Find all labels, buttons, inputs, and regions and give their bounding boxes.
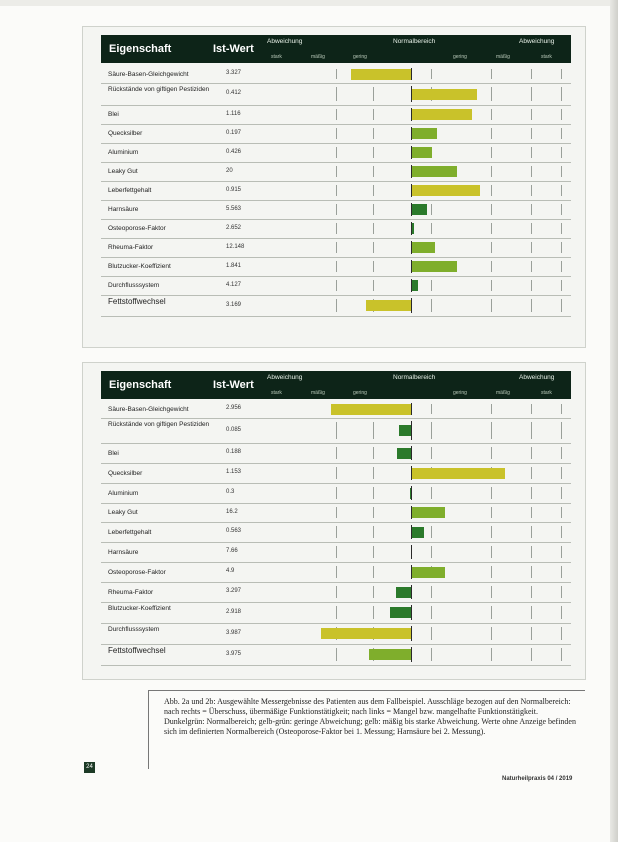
grid-line xyxy=(431,223,432,234)
grid-line xyxy=(491,185,492,196)
grid-line xyxy=(531,204,532,215)
table-row xyxy=(101,181,571,201)
table-row xyxy=(101,644,571,666)
table-row xyxy=(101,562,571,583)
grid-line xyxy=(561,467,562,479)
property-name: Osteoporose-Faktor xyxy=(108,568,166,576)
header-deviation-left: Abweichung xyxy=(267,38,303,45)
grid-line xyxy=(561,109,562,120)
property-name: Aluminium xyxy=(108,489,139,497)
grid-line xyxy=(531,242,532,253)
grid-line xyxy=(561,204,562,215)
grid-line xyxy=(431,404,432,414)
grid-line xyxy=(431,280,432,291)
table-row xyxy=(101,124,571,144)
grid-line xyxy=(491,87,492,101)
header-deviation-right: Abweichung xyxy=(519,374,555,381)
grid-line xyxy=(531,507,532,518)
deviation-bar xyxy=(351,69,411,80)
deviation-bar xyxy=(390,607,411,618)
grid-line xyxy=(531,566,532,578)
grid-line xyxy=(373,606,374,619)
grid-line xyxy=(561,128,562,139)
grid-line xyxy=(491,166,492,177)
grid-line xyxy=(561,648,562,661)
header-sublabel: mäßig xyxy=(311,390,325,396)
deviation-bar xyxy=(412,147,432,158)
grid-line xyxy=(491,546,492,558)
property-name: Leberfettgehalt xyxy=(108,528,152,536)
grid-line xyxy=(491,507,492,518)
grid-line xyxy=(336,87,337,101)
table-row xyxy=(101,200,571,220)
grid-line xyxy=(531,648,532,661)
grid-line xyxy=(531,299,532,312)
property-name: Blei xyxy=(108,449,119,457)
grid-line xyxy=(531,422,532,439)
grid-line xyxy=(491,566,492,578)
page-right-edge xyxy=(610,0,618,842)
grid-line xyxy=(336,128,337,139)
grid-line xyxy=(491,586,492,598)
table-row xyxy=(101,418,571,444)
actual-value: 4.9 xyxy=(226,568,235,574)
figure-caption-box xyxy=(148,690,585,769)
grid-line xyxy=(561,507,562,518)
grid-line xyxy=(373,280,374,291)
table-row xyxy=(101,503,571,523)
page-number: 24 xyxy=(84,762,95,773)
grid-line xyxy=(561,166,562,177)
grid-line xyxy=(431,546,432,558)
grid-line xyxy=(491,447,492,459)
grid-line xyxy=(336,280,337,291)
normal-center-line xyxy=(411,298,412,313)
grid-line xyxy=(531,586,532,598)
normal-center-line xyxy=(411,545,412,559)
grid-line xyxy=(531,87,532,101)
actual-value: 2.652 xyxy=(226,224,242,231)
grid-line xyxy=(373,546,374,558)
grid-line xyxy=(561,404,562,414)
grid-line xyxy=(336,447,337,459)
grid-line xyxy=(431,204,432,215)
grid-line xyxy=(373,507,374,518)
deviation-bar xyxy=(412,223,414,234)
grid-line xyxy=(431,627,432,640)
header-sublabel: stark xyxy=(271,390,282,396)
deviation-bar xyxy=(412,527,424,538)
grid-line xyxy=(431,69,432,79)
grid-line xyxy=(431,586,432,598)
grid-line xyxy=(491,128,492,139)
property-name: Harnsäure xyxy=(108,206,139,213)
grid-line xyxy=(373,109,374,120)
grid-line xyxy=(491,606,492,619)
deviation-bar xyxy=(410,488,412,499)
table-row xyxy=(101,602,571,624)
grid-line xyxy=(491,627,492,640)
grid-line xyxy=(531,280,532,291)
deviation-bar xyxy=(397,448,411,459)
normal-center-line xyxy=(411,68,412,80)
grid-line xyxy=(336,242,337,253)
grid-line xyxy=(336,648,337,661)
grid-line xyxy=(336,223,337,234)
actual-value: 3.169 xyxy=(226,301,242,308)
grid-line xyxy=(431,606,432,619)
property-name: Blutzucker-Koeffizient xyxy=(108,263,171,270)
grid-line xyxy=(373,566,374,578)
actual-value: 5.563 xyxy=(226,205,242,212)
table-panel-2 xyxy=(82,362,586,680)
actual-value: 20 xyxy=(226,167,233,174)
grid-line xyxy=(431,648,432,661)
actual-value: 2.918 xyxy=(226,608,242,615)
grid-line xyxy=(531,606,532,619)
grid-line xyxy=(373,166,374,177)
deviation-bar xyxy=(366,300,411,311)
grid-line xyxy=(373,87,374,101)
grid-line xyxy=(336,166,337,177)
table-row xyxy=(101,276,571,296)
grid-line xyxy=(336,606,337,619)
header-sublabel: gering xyxy=(353,54,367,60)
figure-caption: Abb. 2a und 2b: Ausgewählte Messergebnisse des Patienten aus dem Fallbeispiel. Ausschläge bezogen auf den Normalbereich: nach rechts = Überschuss, übermäßige Funktionstätigkeit; nach links = Mangel bzw. mangelhafte Funktionstätigkeit. Dunkelgrün: Normalbereich; gelb-grün: geringe Abweichung; gelb: mäßig bis starke Abweichung. Werte ohne Anzeige befinden sich im definierten Normalbereich (Osteoporose-Faktor bei 1. Messung; Harnsäure bei 2. Messung). xyxy=(164,697,576,736)
grid-line xyxy=(531,627,532,640)
grid-line xyxy=(561,526,562,538)
actual-value: 0.426 xyxy=(226,148,242,155)
header-sublabel: stark xyxy=(271,54,282,60)
grid-line xyxy=(373,467,374,479)
grid-line xyxy=(561,299,562,312)
property-name: Durchflusssystem xyxy=(108,282,160,289)
property-name: Rückstände von giftigen Pestiziden xyxy=(108,86,210,93)
property-name: Säure-Basen-Gleichgewicht xyxy=(108,70,189,78)
header-sublabel: gering xyxy=(453,54,467,60)
grid-line xyxy=(336,299,337,312)
table-row xyxy=(101,238,571,258)
actual-value: 12.148 xyxy=(226,243,245,250)
grid-line xyxy=(336,586,337,598)
actual-value: 1.153 xyxy=(226,469,242,475)
header-property: Eigenschaft xyxy=(109,379,172,391)
normal-center-line xyxy=(411,446,412,460)
actual-value: 0.085 xyxy=(226,426,242,433)
grid-line xyxy=(531,185,532,196)
grid-line xyxy=(531,128,532,139)
grid-line xyxy=(431,422,432,439)
grid-line xyxy=(373,147,374,158)
grid-line xyxy=(491,109,492,120)
table-row xyxy=(101,542,571,563)
table-row xyxy=(101,83,571,106)
grid-line xyxy=(561,185,562,196)
property-name: Osteoporose-Faktor xyxy=(108,225,166,232)
grid-line xyxy=(531,404,532,414)
actual-value: 0.915 xyxy=(226,186,242,193)
deviation-bar xyxy=(412,166,457,177)
property-name: Quecksilber xyxy=(108,130,143,137)
deviation-bar xyxy=(412,280,418,291)
header-sublabel: stark xyxy=(541,54,552,60)
deviation-bar xyxy=(412,109,472,120)
grid-line xyxy=(561,586,562,598)
grid-line xyxy=(561,280,562,291)
normal-center-line xyxy=(411,647,412,662)
grid-line xyxy=(373,447,374,459)
grid-line xyxy=(561,147,562,158)
grid-line xyxy=(531,546,532,558)
grid-line xyxy=(336,147,337,158)
deviation-bar xyxy=(321,628,411,639)
table-row xyxy=(101,295,571,317)
grid-line xyxy=(561,223,562,234)
table-header xyxy=(101,35,571,63)
table-row xyxy=(101,65,571,84)
actual-value: 0.188 xyxy=(226,449,242,455)
property-name: Fettstoffwechsel xyxy=(108,646,166,655)
grid-line xyxy=(373,526,374,538)
grid-line xyxy=(561,606,562,619)
deviation-bar xyxy=(412,468,505,479)
deviation-bar xyxy=(412,567,445,578)
grid-line xyxy=(336,261,337,272)
table-row xyxy=(101,522,571,543)
grid-line xyxy=(531,166,532,177)
property-name: Fettstoffwechsel xyxy=(108,297,166,306)
header-deviation-left: Abweichung xyxy=(267,374,303,381)
grid-line xyxy=(336,69,337,79)
grid-line xyxy=(531,147,532,158)
grid-line xyxy=(491,299,492,312)
grid-line xyxy=(561,627,562,640)
normal-center-line xyxy=(411,626,412,641)
grid-line xyxy=(491,242,492,253)
property-name: Rheuma-Faktor xyxy=(108,588,154,596)
grid-line xyxy=(336,487,337,499)
property-name: Säure-Basen-Gleichgewicht xyxy=(108,405,189,413)
deviation-bar xyxy=(412,128,437,139)
header-sublabel: mäßig xyxy=(496,54,510,60)
header-value: Ist-Wert xyxy=(213,43,254,55)
grid-line xyxy=(531,109,532,120)
header-deviation-right: Abweichung xyxy=(519,38,555,45)
grid-line xyxy=(491,223,492,234)
property-name: Rheuma-Faktor xyxy=(108,244,154,251)
deviation-bar xyxy=(412,89,477,100)
normal-center-line xyxy=(411,605,412,620)
grid-line xyxy=(491,69,492,79)
header-property: Eigenschaft xyxy=(109,43,172,55)
grid-line xyxy=(561,422,562,439)
header-normal-range: Normalbereich xyxy=(393,374,436,381)
grid-line xyxy=(561,261,562,272)
deviation-bar xyxy=(412,507,445,518)
header-sublabel: mäßig xyxy=(496,390,510,396)
grid-line xyxy=(373,204,374,215)
grid-line xyxy=(373,242,374,253)
property-name: Blei xyxy=(108,111,119,118)
actual-value: 1.116 xyxy=(226,110,241,117)
grid-line xyxy=(336,185,337,196)
grid-line xyxy=(373,422,374,439)
grid-line xyxy=(336,546,337,558)
grid-line xyxy=(373,586,374,598)
property-name: Leaky Gut xyxy=(108,168,138,175)
grid-line xyxy=(431,447,432,459)
grid-line xyxy=(561,87,562,101)
property-name: Durchflusssystem xyxy=(108,626,160,633)
grid-line xyxy=(491,422,492,439)
table-row xyxy=(101,105,571,125)
actual-value: 1.841 xyxy=(226,262,242,269)
grid-line xyxy=(373,185,374,196)
property-name: Quecksilber xyxy=(108,469,143,477)
grid-line xyxy=(561,242,562,253)
table-header xyxy=(101,371,571,399)
actual-value: 0.563 xyxy=(226,528,242,534)
grid-line xyxy=(561,546,562,558)
grid-line xyxy=(373,128,374,139)
deviation-bar xyxy=(412,204,427,215)
grid-line xyxy=(336,204,337,215)
grid-line xyxy=(531,467,532,479)
table-row xyxy=(101,483,571,504)
normal-center-line xyxy=(411,421,412,440)
table-row xyxy=(101,443,571,464)
grid-line xyxy=(531,487,532,499)
property-name: Harnsäure xyxy=(108,548,139,556)
table-row xyxy=(101,623,571,645)
table-row xyxy=(101,219,571,239)
grid-line xyxy=(373,223,374,234)
table-row xyxy=(101,400,571,419)
grid-line xyxy=(491,487,492,499)
actual-value: 3.297 xyxy=(226,588,242,594)
grid-line xyxy=(491,204,492,215)
grid-line xyxy=(336,566,337,578)
actual-value: 0.412 xyxy=(226,90,242,96)
grid-line xyxy=(491,526,492,538)
grid-line xyxy=(431,526,432,538)
deviation-bar xyxy=(369,649,412,660)
grid-line xyxy=(531,261,532,272)
grid-line xyxy=(561,69,562,79)
grid-line xyxy=(336,422,337,439)
grid-line xyxy=(336,526,337,538)
normal-center-line xyxy=(411,486,412,500)
grid-line xyxy=(561,487,562,499)
header-sublabel: gering xyxy=(353,390,367,396)
grid-line xyxy=(531,223,532,234)
table-row xyxy=(101,162,571,182)
property-name: Leaky Gut xyxy=(108,509,138,516)
deviation-bar xyxy=(396,587,411,598)
property-name: Leberfettgehalt xyxy=(108,187,152,194)
property-name: Aluminium xyxy=(108,149,139,156)
actual-value: 3.975 xyxy=(226,650,242,657)
grid-line xyxy=(373,487,374,499)
table-row xyxy=(101,582,571,603)
grid-line xyxy=(531,526,532,538)
grid-line xyxy=(531,69,532,79)
footer-text: Naturheilpraxis 04 / 2019 xyxy=(502,776,573,782)
actual-value: 0.197 xyxy=(226,129,242,136)
header-normal-range: Normalbereich xyxy=(393,38,436,45)
deviation-bar xyxy=(412,242,435,253)
normal-center-line xyxy=(411,403,412,415)
grid-line xyxy=(561,566,562,578)
grid-line xyxy=(336,467,337,479)
actual-value: 3.987 xyxy=(226,629,242,636)
actual-value: 16.2 xyxy=(226,508,238,515)
grid-line xyxy=(336,109,337,120)
grid-line xyxy=(431,487,432,499)
header-sublabel: stark xyxy=(541,390,552,396)
actual-value: 2.956 xyxy=(226,405,242,411)
header-sublabel: mäßig xyxy=(311,54,325,60)
deviation-bar xyxy=(412,261,457,272)
header-sublabel: gering xyxy=(453,390,467,396)
table-row xyxy=(101,143,571,163)
actual-value: 3.327 xyxy=(226,70,242,76)
property-name: Blutzucker-Koeffizient xyxy=(108,605,171,612)
actual-value: 0.3 xyxy=(226,489,235,495)
grid-line xyxy=(373,261,374,272)
grid-line xyxy=(431,299,432,312)
table-row xyxy=(101,257,571,277)
actual-value: 4.127 xyxy=(226,281,242,288)
property-name: Rückstände von giftigen Pestiziden xyxy=(108,421,210,428)
grid-line xyxy=(491,261,492,272)
grid-line xyxy=(531,447,532,459)
deviation-bar xyxy=(399,425,412,436)
normal-center-line xyxy=(411,585,412,599)
grid-line xyxy=(491,404,492,414)
grid-line xyxy=(491,147,492,158)
page-top-edge xyxy=(0,0,618,6)
table-panel-1 xyxy=(82,26,586,348)
actual-value: 7.66 xyxy=(226,548,238,554)
table-row xyxy=(101,463,571,484)
header-value: Ist-Wert xyxy=(213,379,254,391)
deviation-bar xyxy=(331,404,411,415)
grid-line xyxy=(491,648,492,661)
grid-line xyxy=(491,280,492,291)
deviation-bar xyxy=(412,185,480,196)
grid-line xyxy=(336,507,337,518)
grid-line xyxy=(561,447,562,459)
